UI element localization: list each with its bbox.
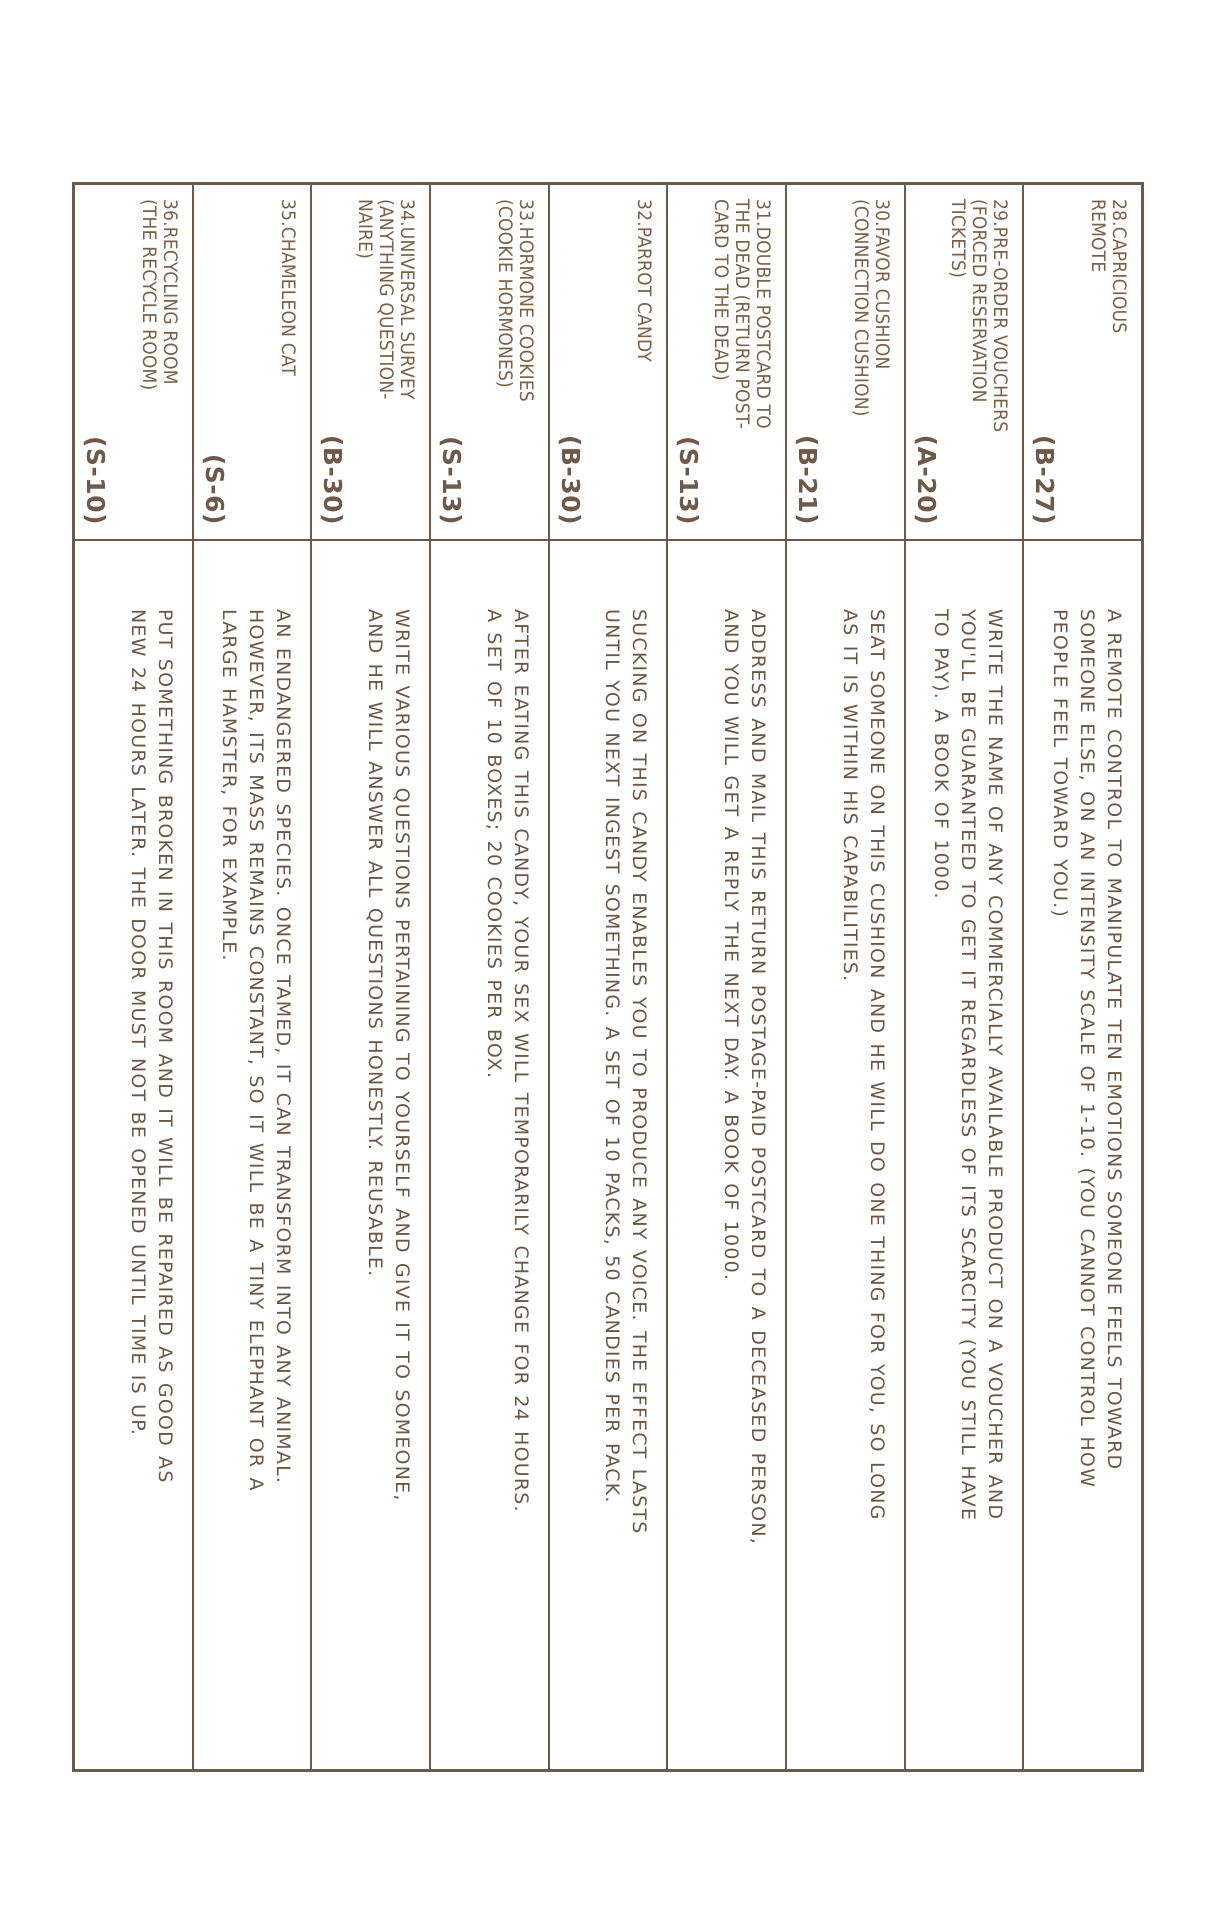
item-code: (B-27) bbox=[1030, 434, 1060, 525]
item-name-cell bbox=[75, 185, 192, 541]
table-row bbox=[75, 185, 192, 1769]
item-code: (S-13) bbox=[674, 435, 704, 525]
item-description: AFTER EATING THIS CANDY, YOUR SEX WILL TEMPORARILY CHANGE FOR 24 HOURS. A SET OF 10 BOXES; 20 COOKIES PER BOX. bbox=[482, 609, 532, 1513]
table-row bbox=[785, 185, 904, 1769]
item-name: 34.UNIVERSAL SURVEY (ANYTHING QUESTION- NAIRE) bbox=[353, 199, 418, 400]
item-code: (B-30) bbox=[555, 434, 585, 525]
item-name-cell bbox=[787, 185, 904, 541]
item-description: ADDRESS AND MAIL THIS RETURN POSTAGE-PAID POSTCARD TO A DECEASED PERSON, AND YOU WILL GET A REPLY THE NEXT DAY. A BOOK OF 1000. bbox=[719, 609, 769, 1545]
table-row bbox=[666, 185, 785, 1769]
item-table bbox=[72, 182, 1144, 1772]
item-code: (S-10) bbox=[80, 435, 110, 525]
item-code: (S-6) bbox=[199, 453, 229, 525]
item-name-cell bbox=[550, 185, 667, 541]
item-code: (B-30) bbox=[318, 434, 348, 525]
item-description-cell bbox=[75, 541, 192, 1769]
item-description-cell bbox=[431, 541, 548, 1769]
item-name-cell bbox=[668, 185, 785, 541]
item-code: (B-21) bbox=[792, 434, 822, 525]
table-row bbox=[548, 185, 667, 1769]
item-name: 29.PRE-ORDER VOUCHERS (FORCED RESERVATION TICKETS) bbox=[947, 199, 1012, 433]
table-row bbox=[904, 185, 1023, 1769]
item-code: (S-13) bbox=[436, 435, 466, 525]
item-name-cell bbox=[1024, 185, 1141, 541]
item-code: (A-20) bbox=[911, 434, 941, 525]
item-name: 28.CAPRICIOUS REMOTE bbox=[1087, 199, 1130, 334]
item-description: WRITE VARIOUS QUESTIONS PERTAINING TO YOURSELF AND GIVE IT TO SOMEONE, AND HE WILL ANSWER ALL QUESTIONS HONESTLY. REUSABLE. bbox=[363, 609, 413, 1502]
item-name-cell bbox=[194, 185, 311, 541]
item-name: 36.RECYCLING ROOM (THE RECYCLE ROOM) bbox=[137, 199, 181, 391]
item-description-cell bbox=[787, 541, 904, 1769]
table-row bbox=[310, 185, 429, 1769]
item-description: PUT SOMETHING BROKEN IN THIS ROOM AND IT WILL BE REPAIRED AS GOOD AS NEW 24 HOURS LATER. THE DOOR MUST NOT BE OPENED UNTIL TIME IS UP. bbox=[126, 609, 176, 1484]
item-name-cell bbox=[312, 185, 429, 541]
item-name: 35.CHAMELEON CAT bbox=[277, 199, 300, 376]
item-description-cell bbox=[906, 541, 1023, 1769]
item-name: 31.DOUBLE POSTCARD TO THE DEAD (RETURN POST- CARD TO THE DEAD) bbox=[709, 199, 774, 430]
item-name: 32.PARROT CANDY bbox=[633, 199, 656, 362]
item-description-cell bbox=[194, 541, 311, 1769]
rotated-page bbox=[72, 182, 1144, 1772]
item-name-cell bbox=[431, 185, 548, 541]
item-description-cell bbox=[312, 541, 429, 1769]
item-name: 33.HORMONE COOKIES (COOKIE HORMONES) bbox=[493, 199, 537, 402]
item-description-cell bbox=[550, 541, 667, 1769]
item-description: AN ENDANGERED SPECIES. ONCE TAMED, IT CAN TRANSFORM INTO ANY ANIMAL. HOWEVER, ITS MASS REMAINS CONSTANT, SO IT WILL BE A TINY ELEPHANT OR A LARGE HAMSTER, FOR EXAMPLE. bbox=[218, 609, 295, 1492]
item-description-cell bbox=[1024, 541, 1141, 1769]
item-description: WRITE THE NAME OF ANY COMMERCIALLY AVAILABLE PRODUCT ON A VOUCHER AND YOU'LL BE GUARANTEED TO GET IT REGARDLESS OF ITS SCARCITY (YOU STILL HAVE TO PAY). A BOOK OF 1000. bbox=[930, 609, 1007, 1522]
table-row bbox=[192, 185, 311, 1769]
table-row bbox=[429, 185, 548, 1769]
item-description: A REMOTE CONTROL TO MANIPULATE TEN EMOTIONS SOMEONE FEELS TOWARD SOMEONE ELSE, ON AN INTENSITY SCALE OF 1-10. (YOU CANNOT CONTROL HOW PEOPLE FEEL TOWARD YOU.) bbox=[1049, 609, 1125, 1489]
item-name-cell bbox=[906, 185, 1023, 541]
item-name: 30.FAVOR CUSHION (CONNECTION CUSHION) bbox=[849, 199, 893, 417]
item-description: SEAT SOMEONE ON THIS CUSHION AND HE WILL DO ONE THING FOR YOU, SO LONG AS IT IS WITHIN HIS CAPABILITIES. bbox=[838, 609, 888, 1521]
item-description-cell bbox=[668, 541, 785, 1769]
table-row bbox=[1022, 185, 1141, 1769]
item-description: SUCKING ON THIS CANDY ENABLES YOU TO PRODUCE ANY VOICE. THE EFFECT LASTS UNTIL YOU NEXT INGEST SOMETHING. A SET OF 10 PACKS, 50 CANDIES PER PACK. bbox=[601, 609, 651, 1535]
